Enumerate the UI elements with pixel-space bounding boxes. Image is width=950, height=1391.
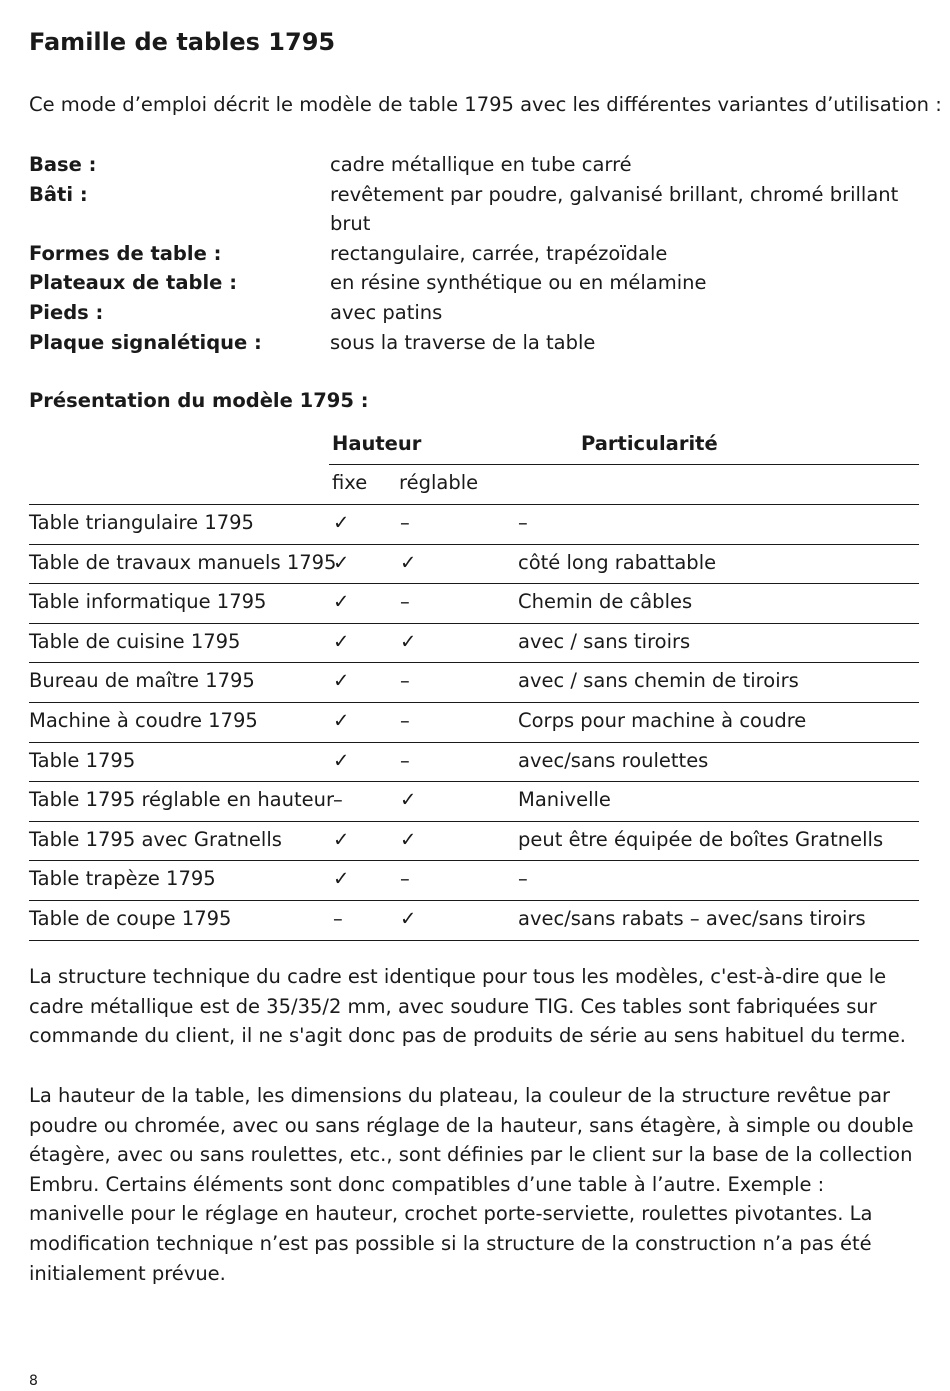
table-row	[29, 584, 919, 624]
table-row	[29, 901, 919, 941]
row-name: Machine à coudre 1795	[29, 708, 258, 732]
row-fixe-mark: ✓	[333, 867, 350, 891]
paragraph-options: La hauteur de la table, les dimensions du plateau, la couleur de la structure revêtue par poudre ou chromée, avec ou sans réglage de la hauteur, sans étagère, à simple ou double étagère, avec ou sans roulettes, etc., sont définies par le client sur la base de la collection Embru. Certains éléments sont donc compatibles d’une table à l’autre. Exemple : manivelle pour le réglage en hauteur, crochet porte-serviette, roulettes pivotantes. La modification technique n’est pas possible si la structure de la construction n’a pas été initialement prévue.	[29, 1084, 914, 1285]
spec-row-base	[29, 150, 919, 180]
row-reglable-mark: –	[400, 708, 410, 732]
table-row	[29, 782, 919, 822]
spec-label: Pieds :	[29, 300, 104, 324]
row-reglable-mark: ✓	[400, 550, 417, 574]
row-fixe-mark: ✓	[333, 827, 350, 851]
table-row	[29, 505, 919, 545]
row-name: Table de cuisine 1795	[29, 629, 241, 653]
row-name: Table 1795 réglable en hauteur	[29, 788, 335, 812]
spec-value: rectangulaire, carrée, trapézoïdale	[330, 241, 668, 265]
row-particularite: côté long rabattable	[518, 550, 717, 574]
spec-label: Formes de table :	[29, 241, 222, 265]
row-particularite: avec/sans rabats – avec/sans tiroirs	[518, 906, 866, 930]
row-fixe-mark: ✓	[333, 550, 350, 574]
row-fixe-mark: ✓	[333, 511, 350, 534]
spec-value: en résine synthétique ou en mélamine	[330, 271, 707, 295]
row-particularite: peut être équipée de boîtes Gratnells	[518, 827, 884, 851]
spec-list	[29, 150, 919, 357]
spec-row-plateaux	[29, 268, 919, 298]
row-reglable-mark: ✓	[400, 827, 417, 851]
table-row	[29, 861, 919, 901]
row-reglable-mark: –	[400, 669, 410, 693]
row-fixe-mark: ✓	[333, 669, 350, 693]
paragraph-structure: La structure technique du cadre est identique pour tous les modèles, c'est-à-dire que le cadre métallique est de 35/35/2 mm, avec soudure TIG. Ces tables sont fabriquées sur commande du client, il ne s'agit donc pas de produits de série au sens habituel du terme.	[29, 965, 906, 1048]
spec-row-plaque	[29, 328, 919, 358]
row-fixe-mark: –	[333, 788, 343, 812]
spec-value: sous la traverse de la table	[330, 330, 596, 354]
spec-row-pieds	[29, 298, 919, 328]
row-fixe-mark: ✓	[333, 748, 350, 772]
table-row	[29, 743, 919, 783]
header-particularite: Particularité	[581, 432, 718, 455]
row-reglable-mark: ✓	[400, 629, 417, 653]
row-particularite: –	[518, 511, 528, 534]
page-title: Famille de tables 1795	[29, 28, 336, 56]
row-reglable-mark: ✓	[400, 788, 417, 812]
subheader-fixe: fixe	[332, 471, 368, 494]
presentation-title: Présentation du modèle 1795 :	[29, 389, 369, 412]
row-name: Table 1795	[29, 748, 136, 772]
row-reglable-mark: –	[400, 511, 410, 534]
header-hauteur: Hauteur	[332, 432, 422, 455]
table-row	[29, 663, 919, 703]
row-fixe-mark: ✓	[333, 629, 350, 653]
row-name: Table triangulaire 1795	[29, 511, 254, 534]
spec-value: revêtement par poudre, galvanisé brillant, chromé brillant brut	[330, 182, 899, 236]
table-header-row	[29, 426, 919, 465]
spec-label: Bâti :	[29, 182, 88, 206]
row-particularite: Chemin de câbles	[518, 590, 693, 614]
table-row	[29, 624, 919, 664]
table-row	[29, 703, 919, 743]
table-row	[29, 822, 919, 862]
row-fixe-mark: ✓	[333, 708, 350, 732]
row-particularite: avec / sans tiroirs	[518, 629, 691, 653]
spec-value: avec patins	[330, 300, 443, 324]
table-row	[29, 545, 919, 585]
row-reglable-mark: –	[400, 867, 410, 891]
row-name: Table trapèze 1795	[29, 867, 216, 891]
row-fixe-mark: ✓	[333, 590, 350, 614]
spec-row-bati	[29, 180, 919, 239]
subheader-reglable: réglable	[399, 471, 479, 494]
page-number: 8	[29, 1373, 38, 1389]
row-name: Bureau de maître 1795	[29, 669, 255, 693]
spec-row-formes	[29, 239, 919, 269]
model-table	[29, 426, 919, 941]
row-particularite: avec/sans roulettes	[518, 748, 709, 772]
spec-label: Plateaux de table :	[29, 271, 237, 295]
spec-label: Plaque signalétique :	[29, 330, 262, 354]
row-fixe-mark: –	[333, 906, 343, 930]
row-name: Table informatique 1795	[29, 590, 267, 614]
row-particularite: Manivelle	[518, 788, 611, 812]
row-reglable-mark: –	[400, 748, 410, 772]
row-particularite: avec / sans chemin de tiroirs	[518, 669, 799, 693]
row-reglable-mark: ✓	[400, 906, 417, 930]
row-name: Table de coupe 1795	[29, 906, 232, 930]
intro-text: Ce mode d’emploi décrit le modèle de table 1795 avec les différentes variantes d’utilisation :	[29, 93, 942, 116]
spec-value: cadre métallique en tube carré	[330, 153, 632, 176]
row-particularite: Corps pour machine à coudre	[518, 708, 807, 732]
row-reglable-mark: –	[400, 590, 410, 614]
table-subheader-row	[29, 465, 919, 505]
spec-label: Base :	[29, 153, 97, 176]
row-name: Table de travaux manuels 1795	[29, 550, 337, 574]
row-particularite: –	[518, 867, 528, 891]
row-name: Table 1795 avec Gratnells	[29, 827, 282, 851]
